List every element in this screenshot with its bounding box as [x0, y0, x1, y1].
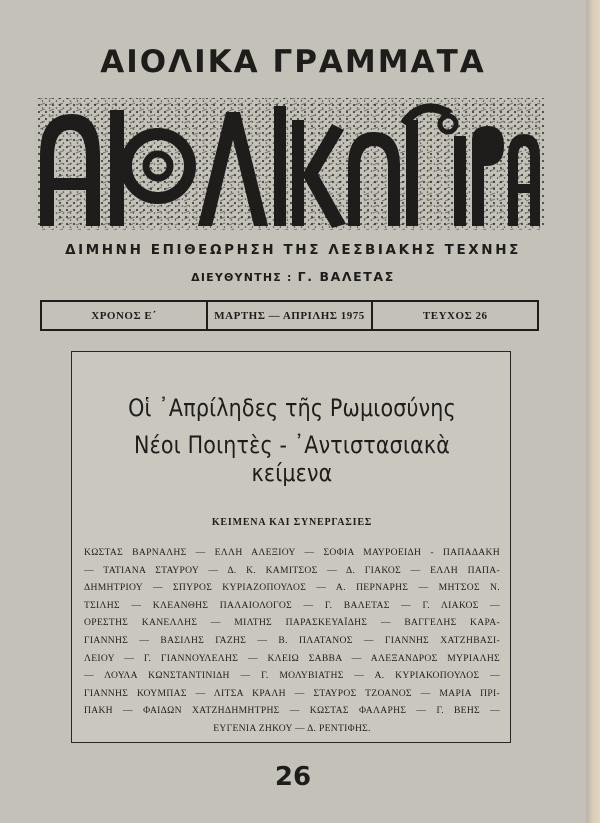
section-title: ΚΕΙΜΕΝΑ ΚΑΙ ΣΥΝΕΡΓΑΣΙΕΣ [211, 517, 373, 528]
decorative-logo [30, 96, 550, 234]
contributors-line: ΠΑΚΗ — ΦΑΙΔΩΝ ΧΑΤΖΗΔΗΜΗΤΡΗΣ — ΚΩΣΤΑΣ ΦΑΛΑΡΗΣ — Γ. ΒΕΗΣ — [84, 705, 500, 717]
headline-primary: Οἱ ᾿Απρίληδες τῆς Ρωμιοσύνης [128, 394, 456, 422]
magazine-subtitle: ΔΙΜΗΝΗ ΕΠΙΘΕΩΡΗΣΗ ΤΗΣ ΛΕΣΒΙΑΚΗΣ ΤΕΧΝΗΣ [65, 242, 521, 258]
contributors-list [84, 544, 500, 738]
contributors-line: ΔΗΜΗΤΡΙΟΥ — ΣΠΥΡΟΣ ΚΥΡΙΑΖΟΠΟΥΛΟΣ — Α. ΠΕΡΝΑΡΗΣ — ΜΗΤΣΟΣ Ν. [84, 582, 500, 594]
issue-cell: ΤΕΥΧΟΣ 26 [371, 302, 537, 329]
page-edge [586, 0, 600, 823]
contents-panel [71, 351, 511, 743]
contributors-line: ΓΙΑΝΝΗΣ — ΒΑΣΙΛΗΣ ΓΑΖΗΣ — Β. ΠΛΑΤΑΝΟΣ — ΓΙΑΝΝΗΣ ΧΑΤΖΗΒΑΣΙ- [84, 634, 500, 646]
magazine-title: ΑΙΟΛΙΚΑ ΓΡΑΜΜΑΤΑ [100, 44, 486, 80]
contributors-line: ΟΡΕΣΤΗΣ ΚΑΝΕΛΛΗΣ — ΜΙΛΤΗΣ ΠΑΡΑΣΚΕΥΑΪΔΗΣ — ΒΑΓΓΕΛΗΣ ΚΑΡΑ- [84, 617, 500, 629]
director-name: Γ. ΒΑΛΕΤΑΣ [297, 269, 395, 284]
year-cell: ΧΡΟΝΟΣ Ε΄ [91, 309, 157, 322]
contributors-line: ΕΥΓΕΝΙΑ ΖΗΚΟΥ — Δ. ΡΕΝΤΙΦΗΣ. [213, 722, 371, 734]
contributors-line: — ΛΟΥΛΑ ΚΩΝΣΤΑΝΤΙΝΙΔΗ — Γ. ΜΟΛΥΒΙΑΤΗΣ — Α. ΚΥΡΙΑΚΟΠΟΥΛΟΣ — [84, 670, 500, 682]
contributors-line: ΛΕΙΟΥ — Γ. ΓΙΑΝΝΟΥΛΕΛΗΣ — ΚΛΕΙΩ ΣΑΒΒΑ — ΑΛΕΞΑΝΔΡΟΣ ΜΥΡΙΑΛΗΣ [84, 652, 500, 664]
director-line [0, 269, 586, 284]
contributors-line: ΚΩΣΤΑΣ ΒΑΡΝΑΛΗΣ — ΕΛΛΗ ΑΛΕΞΙΟΥ — ΣΟΦΙΑ ΜΑΥΡΟΕΙΔΗ - ΠΑΠΑΔΑΚΗ [84, 547, 500, 558]
contributors-line: ΓΙΑΝΝΗΣ ΚΟΥΜΠΑΣ — ΛΙΤΣΑ ΚΡΑΛΗ — ΣΤΑΥΡΟΣ ΤΖΟΑΝΟΣ — ΜΑΡΙΑ ΠΡΙ- [84, 687, 500, 699]
issue-info-bar [40, 300, 539, 331]
contributors-line: — ΤΑΤΙΑΝΑ ΣΤΑΥΡΟΥ — Δ. Κ. ΚΑΜΙΤΣΟΣ — Δ. ΓΙΑΚΟΣ — ΕΛΛΗ ΠΑΠΑ- [84, 564, 500, 576]
director-label: ΔΙΕΥΘΥΝΤΗΣ : [191, 271, 293, 284]
issue-number: 26 [274, 762, 312, 792]
period-cell: ΜΑΡΤΗΣ — ΑΠΡΙΛΗΣ 1975 [206, 302, 372, 329]
contributors-line: ΤΣΙΛΗΣ — ΚΛΕΑΝΘΗΣ ΠΑΛΑΙΟΛΟΓΟΣ — Γ. ΒΑΛΕΤΑΣ — Γ. ΛΙΑΚΟΣ — [84, 599, 500, 611]
headline-secondary: Νέοι Ποιητὲς - ᾿Αντιστασιακὰ κείμενα [133, 431, 450, 487]
